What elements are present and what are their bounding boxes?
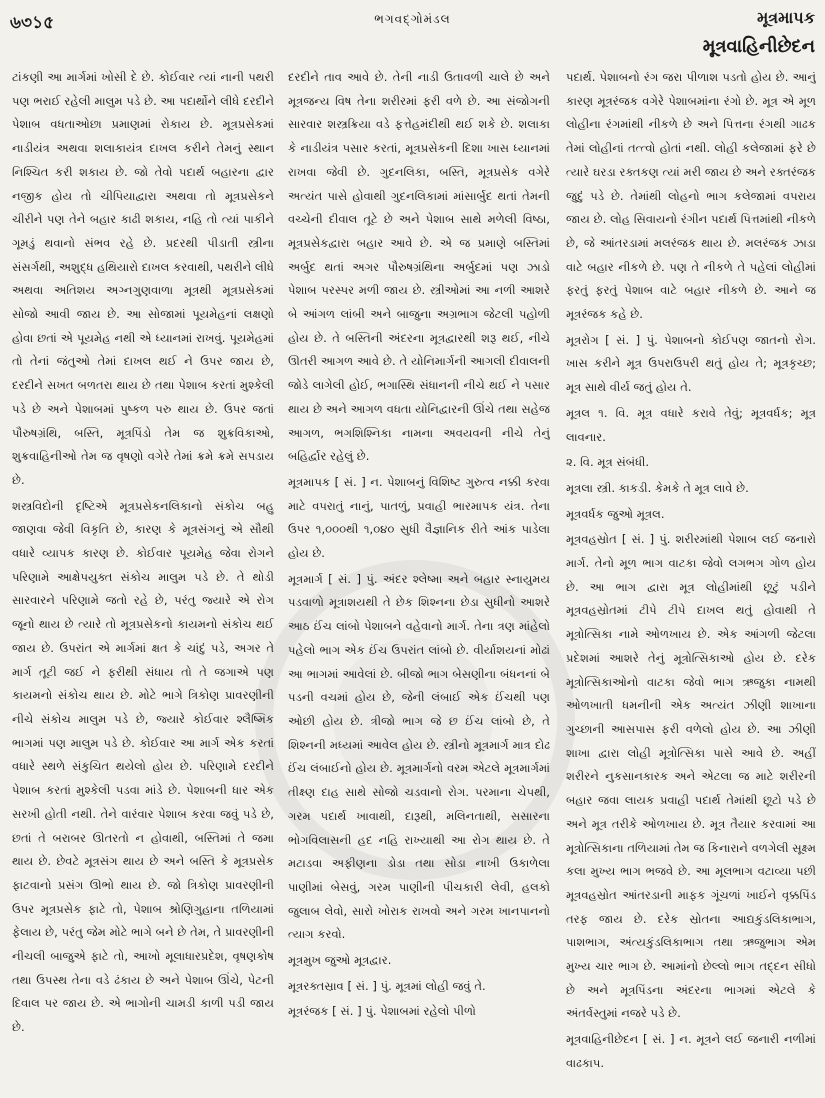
text-column-2: [288, 66, 550, 1090]
dictionary-entry: મૂત્રવહસ્રોત [ સં. ] પું. શરીરમાંથી પેશાબ લઈ જનારો માર્ગ. તેનો મૂળ ભાગ વાટકા જેવો લગભગ ગોળ હોય છે. આ ભાગ દ્વારા મૂત્ર લોહીમાંથી છૂટું પડીને મૂત્રવહસ્રોતમાં ટીપે ટીપે દાખલ થતું હોવાથી તે મૂત્રોત્સિકા નામે ઓળખાય છે. એક આંગળી જેટલા પ્રદેશમાં આશરે તેનું મૂત્રોત્સિકાઓ હોય છે. દરેક મૂત્રોત્સિકાઓનો વાટકા જેવો ભાગ ઋજુકા નામથી ઓળખાતી ધમનીની એક અત્યંત ઝીણી શાખાના ગુચ્છાની આસપાસ ફરી વળેલો હોય છે. આ ઝીણી શાખા દ્વારા લોહી મૂત્રોત્સિકા પાસે આવે છે. અહીં શરીરને નુકસાનકારક અને એટલા જ માટે શરીરની બહાર જવા લાયક પ્રવાહી પદાર્થ તેમાંથી છૂટો પડે છે અને મૂત્ર તરીકે ઓળખાય છે. મૂત્ર તૈયાર કરવામાં આ મૂત્રોત્સિકાના તળિયામાં તેમ જ કિનારાને વળગેલી સૂક્ષ્મ કલા મુખ્ય ભાગ ભજવે છે. આ મૂલભાગ વટાવ્યા પછી મૂત્રવહસ્રોત આંતરડાની માફક ગૂંચળાં ખાઈને વૃક્કપિંડ તરફ જાય છે. દરેક સ્રોતના આદ્યકુંડલિકાભાગ, પાશભાગ, અંત્યકુંડલિકાભાગ તથા ઋજુભાગ એમ મુખ્ય ચાર ભાગ છે. આમાંનો છેલ્લો ભાગ તદ્દન સીધો છે અને મૂત્રપિંડના અંદરના ભાગમાં એટલે કે અંતર્વસ્તુમાં નજરે પડે છે.: [566, 532, 816, 1021]
paragraph: ટાંકણી આ માર્ગમાં ખોસી દે છે. કોઈવાર ત્યાં નાની પથરી પણ ભરાઈ રહેલી માલુમ પડે છે. આ પદાર્થોને લીધે દરદીને પેશાબ વધતાઓછા પ્રમાણમાં રોકાય છે. મૂત્રપ્રસેકમાં નાડીયંત્ર અથવા શલાકાયંત્ર દાખલ કરીને તેમનું સ્થાન નિશ્ચિત કરી શકાય છે. જો તેવો પદાર્થ બહારના દ્વાર નજીક હોય તો ચીપિયાદ્વારા અથવા તો મૂત્રપ્રસેકને ચીરીને પણ તેને બહાર કાઢી શકાય, નહિ તો ત્યાં પાકીને ગૂમડું થવાનો સંભવ રહે છે. પ્રદરથી પીડાતી સ્ત્રીના સંસર્ગથી, અશુદ્ધ હથિયારો દાખલ કરવાથી, પથરીને લીધે અથવા અતિશય અગ્નગુણવાળા મૂત્રથી મૂત્રપ્રસેકમાં સોજો આવી જાય છે. આ સોજામાં પૂયમેહનાં લક્ષણો હોવા છતાં એ પૂયમેહ નથી એ ધ્યાનમાં રાખવું. પૂયમેહમાં તો તેનાં જંતુઓ તેમાં દાખલ થઈ ને ઉપર જાય છે, દરદીને સખત બળતરા થાય છે તથા પેશાબ કરતાં મુશ્કેલી પડે છે અને પેશાબમાં પુષ્કળ પરુ થાય છે. ઉપર જતાં પૌરુષગ્રંથિ, બસ્તિ, મૂત્રપિંડો તેમ જ શુક્રવિકાઓ, શુક્રવાહિનીઓ તેમ જ વૃષણો વગેરે તેમાં ક્રમે ક્રમે સપડાય છે.: [12, 70, 274, 487]
dictionary-entry: મૂત્રવર્ધક જુઓ મૂત્રલ.: [566, 506, 665, 521]
running-title: ભગવદ્ગોમંડલ: [374, 12, 451, 26]
dictionary-entry: મૂત્રલ ૧. વિ. મૂત્ર વધારે કરાવે તેવું; મૂત્રવર્ધક; મૂત્ર લાવનાર.: [566, 405, 816, 444]
dictionary-entry: મૂત્રલા સ્ત્રી. કાકડી. કેમકે તે મૂત્ર લાવે છે.: [566, 480, 749, 495]
paragraph: પદાર્થ. પેશાબનો રંગ જરા પીળાશ પડતો હોય છે. આનું કારણ મૂત્રરંજક વગેરે પેશાબમાંના રંગો છે. મૂત્ર એ મૂળ લોહીના રંગમાંથી નીકળે છે અને પિત્તના રંગથી ગાઢક તેમાં લોહીનાં તત્ત્વો હોતાં નથી. લોહી કલેજામાં ફરે છે ત્યારે ઘરડા રક્તકણ ત્યાં મરી જાય છે અને રક્તરંજક જુદું પડે છે. તેમાંથી લોહનો ભાગ કલેજામાં વપરાય જાય છે. લોહ સિવાયનો રંગીન પદાર્થ પિત્તમાંથી નીકળે છે, જે આંતરડામાં મલરંજક થાય છે. મલરંજક ઝાડા વાટે બહાર નીકળે છે. પણ તે નીકળે તે પહેલાં લોહીમાં ફરતું ફરતું પેશાબ વાટે બહાર નીકળે છે. આને જ મૂત્રરંજક કહે છે.: [566, 70, 816, 322]
text-column-3: [566, 66, 816, 1090]
dictionary-entry: મૂત્રમુખ જુઓ મૂત્રદ્વાર.: [288, 953, 392, 968]
dictionary-entry: મૂત્રવાહિનીછેદન [ સં. ] ન. મૂત્રને લઈ જનારી નળીમાં વાઢકાપ.: [566, 1032, 816, 1070]
page-number: ৬৩১৫: [10, 13, 55, 33]
dictionary-entry: મૂત્રરંજક [ સં. ] પું. પેશાબમાં રહેલો પીળો: [288, 1004, 476, 1019]
page-header: [0, 0, 825, 68]
dictionary-entry: ૨. વિ. મૂત્ર સંબંધી.: [566, 455, 650, 470]
paragraph: દરદીને તાવ આવે છે. તેની નાડી ઉતાવળી ચાલે છે અને મૂત્રજન્ય વિષ તેના શરીરમાં ફરી વળે છે. આ સંજોગની સારવાર શસ્ત્રક્રિયા વડે ફત્તેહમંદીથી થઈ શકે છે. શલાકા કે નાડીયંત્ર પસાર કરતાં, મૂત્રપ્રસેકની દિશા ખાસ ધ્યાનમાં રાખવા જેવી છે. ગુદનલિકા, બસ્તિ, મૂત્રપ્રસેક વગેરે અત્યંત પાસે હોવાથી ગુદનલિકામાં માંસાર્બુદ થતાં તેમની વચ્ચેની દીવાલ તૂટે છે અને પેશાબ સાથે મળેલી વિષ્ઠા, મૂત્રપ્રસેકદ્વારા બહાર આવે છે. એ જ પ્રમાણે બસ્તિમાં અર્બુદ થતાં અગર પૌરુષગ્રંથિના અર્બુદમાં પણ ઝાડો પેશાબ પરસ્પર મળી જાય છે. સ્ત્રીઓમાં આ નળી આશરે બે આંગળ લાંબી અને બાજુના અગ્રભાગ જેટલી પહોળી હોય છે. તે બસ્તિની અંદરના મૂત્રદ્વારથી શરૂ થઈ, નીચે ઊતરી આગળ આવે છે. તે યોનિમાર્ગની આગલી દીવાલની જોડે લાગેલી હોઈ, ભગાસ્થિ સંધાનની નીચે થઈ ને પસાર થાય છે અને આગળ વધતા યોનિદ્વારની ઊંચે તથા સહેજ આગળ, ભગશિશ્નિકા નામના અવયવની નીચે તેનું બહિર્દ્વાર રહેલું છે.: [288, 70, 550, 464]
text-column-1: [12, 66, 274, 1090]
guide-word-bottom: મૂત્રવાહિનીછેદન: [702, 36, 815, 57]
dictionary-entry: મૂત્રમાપક [ સં. ] ન. પેશાબનું વિશિષ્ટ ગુરુત્વ નક્કી કરવા માટે વપરાતું નાનું, પાતળું, પ્રવાહી ભારમાપક યંત્ર. તેના ઉપર ૧,૦૦૦થી ૧,૦૪૦ સુધી વૈજ્ઞાનિક રીતે આંક પાડેલા હોય છે.: [288, 474, 550, 561]
dictionary-entry: મૂત્રરોગ [ સં. ] પું. પેશાબનો કોઈપણ જાતનો રોગ. ખાસ કરીને મૂત્ર ઉપરાઉપરી થતું હોય તે; મૂત્રકૃચ્છ; મૂત્ર સાથે વીર્ય જતું હોય તે.: [566, 332, 816, 395]
guide-word-top: મૂત્રમાપક: [756, 8, 815, 27]
paragraph: શસ્ત્રવિદોની દૃષ્ટિએ મૂત્રપ્રસેકનલિકાનો સંકોચ બહુ જાણવા જેવી વિકૃતિ છે, કારણ કે મૂત્રસંગનું એ સૌથી વધારે વ્યાપક કારણ છે. કોઈવાર પૂયમેહ જેવા રોગને પરિણામે આક્ષેપયુક્ત સંકોચ માલુમ પડે છે. તે થોડી સારવારને પરિણામે જતો રહે છે, પરંતુ જ્યારે એ રોગ જૂનો થાય છે ત્યારે તો મૂત્રપ્રસેકનો કાયમનો સંકોચ થઈ જાય છે. ઉપરાંત એ માર્ગમાં ક્ષત કે ચાંદું પડે, અગર તે માર્ગ તૂટી જઈ ને ફરીથી સંધાય તો તે જગાએ પણ કાયમનો સંકોચ થાય છે. મોટે ભાગે ત્રિકોણ પ્રાવરણીની નીચે સંકોચ માલુમ પડે છે, જ્યારે કોઈવાર શ્લૈષ્મિક ભાગમાં પણ માલુમ પડે છે. કોઈવાર આ માર્ગ એક કરતાં વધારે સ્થળે સંકુચિત થયેલો હોય છે. પરિણામે દરદીને પેશાબ કરતાં મુશ્કેલી પડવા માંડે છે. પેશાબની ધાર એક સરખી હોતી નથી. તેને વારંવાર પેશાબ કરવા જવું પડે છે, છતાં તે બરાબર ઊતરતો ન હોવાથી, બસ્તિમાં તે જમા થાય છે. છેવટે મૂત્રસંગ થાય છે અને બસ્તિ કે મૂત્રપ્રસેક ફાટવાનો પ્રસંગ ઊભો થાય છે. જો ત્રિકોણ પ્રાવરણીની ઉપર મૂત્રપ્રસેક ફાટે તો, પેશાબ શ્રોણિગુહાના તળિયામાં ફેલાય છે, પરંતુ જેમ મોટે ભાગે બને છે તેમ, તે પ્રાવરણીની નીચલી બાજુએ ફાટે તો, આખો મૂલાધારપ્રદેશ, વૃષણકોષ તથા ઉપસ્થ તેના વડે ઢંકાય છે અને પેશાબ ઊંચે, પેટની દિવાલ પર જાય છે. એ ભાગોની ચામડી કાળી પડી જાય છે.: [12, 498, 274, 1035]
dictionary-entry: મૂત્રમાર્ગ [ સં. ] પું. અંદર શ્લેષ્મા અને બહાર સ્નાયુમય પડવાળો મૂત્રાશયથી તે છેક શિશ્નના છેડા સુધીનો આશરે આઠ ઈંચ લાંબો પેશાબને વહેવાનો માર્ગ. તેના ત્રણ માંહેલો પહેલો ભાગ એક ઈંચ ઉપરાંત લાંબો છે. વીર્યાશયનાં મોઢાં આ ભાગમાં આવેલાં છે. બીજો ભાગ બેસણીના બંધનનાં બે પડની વચમાં હોય છે, જેની લંબાઈ એક ઈંચથી પણ ઓછી હોય છે. ત્રીજો ભાગ જે છ ઈંચ લાંબો છે, તે શિશ્નની મધ્યમાં આવેલ હોય છે. સ્ત્રીનો મૂત્રમાર્ગ માત્ર દોઢ ઈંચ લંબાઈનો હોય છે. મૂત્રમાર્ગનો વરમ એટલે મૂત્રમાર્ગમાં તીક્ષ્ણ દાહ સાથે સોજો ચડવાનો રોગ. પરમાના ચેપથી, ગરમ પદાર્થ ખાવાથી, દારૂથી, મલિનતાથી, સસારના ભોગવિલાસની હદ નહિ રાખ્યાથી આ રોગ થાય છે. તે મટાડવા અફીણના ડોડા તથા સોડા નાખી ઉકાળેલા પાણીમાં બેસવું, ગરમ પાણીની પીચકારી લેવી, હલકો જુલાબ લેવો, સારો ખોરાક રાખવો અને ગરમ ખાનપાનનો ત્યાગ કરવો.: [288, 571, 550, 942]
dictionary-entry: મૂત્રરક્તસ્રાવ [ સં. ] પું. મૂત્રમાં લોહી જવું તે.: [288, 978, 486, 993]
